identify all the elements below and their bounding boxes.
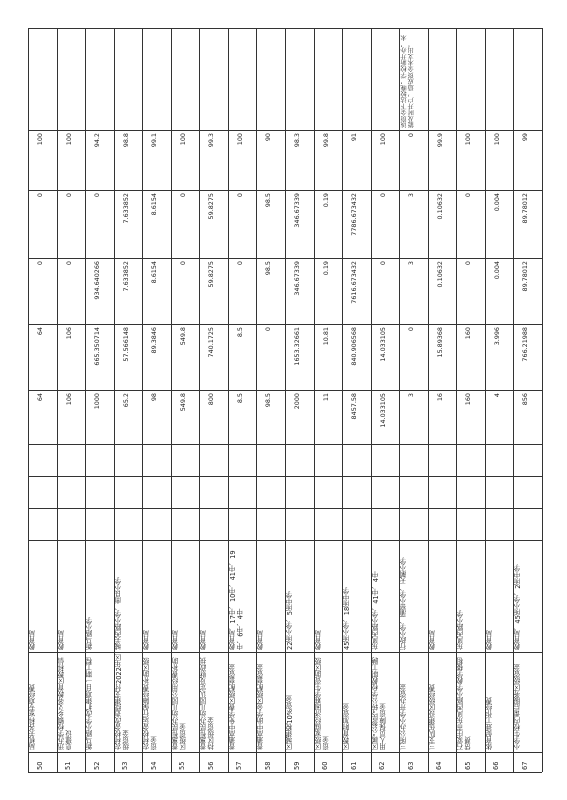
cell-c1: 106 — [64, 393, 73, 406]
cell-c2: 766.21988 — [521, 327, 530, 362]
cell-dept: 22所小学、5所中学 — [286, 591, 294, 650]
cell-name: 普惠性民办幼儿园认定及财政扶持区级资金 — [200, 657, 216, 750]
cell-c3: 3 — [407, 261, 416, 266]
cell-c2: 15.89368 — [435, 327, 444, 358]
cell-c4: 89.78012 — [521, 193, 530, 224]
cell-dept: 东风西路小学、41中、4中 — [371, 571, 380, 650]
cell-c4: 0 — [235, 193, 244, 198]
cell-dept: 教育局 — [314, 630, 323, 650]
cell-c4: 0 — [378, 193, 387, 198]
cell-name: 农村校舍改造续建支付2022年区级资金 — [114, 654, 131, 750]
cell-dept: 教育局、17中、10中、41中、19中、6中、4中 — [228, 550, 245, 650]
cell-c4: 0 — [64, 193, 73, 198]
cell-c2: 14.033105 — [378, 327, 387, 362]
table-row-border — [542, 28, 543, 772]
cell-no: 65 — [463, 761, 472, 770]
cell-c4: 0 — [35, 193, 44, 198]
cell-c4: 8.6154 — [150, 193, 159, 216]
cell-name: 区级家庭经济困难学生资助区级资金 — [314, 657, 331, 750]
cell-no: 50 — [35, 761, 44, 770]
cell-c3: 346.67339 — [292, 261, 301, 296]
cell-c4: 346.67339 — [292, 193, 301, 228]
cell-note: 该资金下达较晚，学校新开办，未能及时开户，造成资金未支出。 — [401, 35, 416, 128]
cell-c5: 100 — [64, 133, 73, 146]
cell-name: 石家庄市东风西路小学教学楼租赁费 — [457, 657, 473, 750]
cell-dept: 东风西路小学 — [457, 610, 466, 650]
cell-dept: 城关西路小学、南良小学 — [114, 577, 123, 650]
cell-no: 55 — [178, 761, 187, 770]
cell-c4: 0.10632 — [435, 193, 444, 220]
table-column-border — [28, 772, 542, 773]
cell-name: 区属“公参民”转公学校教职工聘用人员保障资金 — [371, 657, 388, 750]
cell-c2: 740.1725 — [207, 327, 216, 358]
cell-c1: 856 — [521, 393, 530, 406]
cell-no: 59 — [292, 761, 301, 770]
cell-c5: 99.3 — [207, 133, 216, 148]
cell-c5: 91 — [350, 133, 359, 142]
cell-c2: 64 — [35, 327, 44, 336]
cell-c5: 99.9 — [435, 133, 444, 148]
table-row-border — [228, 28, 229, 772]
cell-name: 农村校舍运行保障经费补助区级资金 — [143, 657, 159, 750]
cell-dept: 教育局 — [257, 630, 266, 650]
cell-c5: 99 — [521, 133, 530, 142]
cell-no: 61 — [349, 761, 358, 770]
cell-dept: 教育局 — [143, 630, 152, 650]
cell-c5: 100 — [35, 133, 44, 146]
cell-dept: 教育局 — [200, 630, 209, 650]
cell-c1: 98.5 — [264, 393, 273, 408]
cell-c5: 90 — [264, 133, 273, 142]
cell-c4: 0 — [93, 193, 102, 198]
cell-no: 67 — [521, 761, 529, 770]
cell-c5: 0 — [407, 133, 416, 138]
cell-c5: 100 — [378, 133, 387, 146]
cell-c4: 0.19 — [321, 193, 330, 208]
cell-dept: 行政小学、蒲窑小学、天鹅小学 — [400, 557, 409, 650]
cell-dept: 教育局 — [29, 630, 37, 650]
cell-c2: 549.8 — [178, 327, 187, 346]
cell-name: 普惠性民办幼儿园公用经费补助区级资金 — [171, 657, 188, 750]
cell-c1: 65.2 — [121, 393, 130, 408]
cell-c5: 100 — [464, 133, 473, 146]
cell-dept: 教育局 — [57, 630, 66, 650]
cell-no: 51 — [64, 761, 73, 770]
cell-c2: 1653.32661 — [292, 327, 301, 366]
cell-c2: 10.81 — [321, 327, 330, 346]
cell-c1: 11 — [321, 393, 330, 402]
cell-name: 普通高中免学费区级配套资金 — [228, 664, 237, 750]
cell-c5: 99.1 — [150, 133, 159, 148]
cell-c1: 14.033105 — [378, 393, 387, 428]
cell-c3: 0 — [35, 261, 44, 266]
cell-c3: 89.78012 — [521, 261, 530, 292]
cell-c2: 840.906568 — [350, 327, 359, 366]
cell-c4: 7.633852 — [121, 193, 130, 224]
cell-dept: 教育局 — [485, 630, 494, 650]
table-row-border — [342, 28, 343, 772]
cell-c5: 99.8 — [321, 133, 330, 148]
cell-c4: 98.5 — [264, 193, 273, 208]
cell-c5: 94.2 — [93, 133, 102, 148]
cell-name: 区城建税10%资金 — [286, 695, 294, 750]
cell-c3: 0 — [178, 261, 187, 266]
cell-dept: 教育局 — [171, 630, 180, 650]
cell-no: 54 — [149, 761, 158, 770]
cell-c3: 0.19 — [321, 261, 330, 276]
cell-c3: 0.004 — [492, 261, 501, 280]
cell-c1: 64 — [35, 393, 44, 402]
cell-c5: 98.8 — [121, 133, 130, 148]
cell-c2: 57.566148 — [121, 327, 130, 362]
cell-c1: 98 — [150, 393, 159, 402]
cell-c1: 800 — [207, 393, 216, 406]
cell-name: 局机关各科室专项经费 — [29, 684, 37, 750]
cell-c3: 0 — [378, 261, 387, 266]
cell-c2: 0 — [407, 327, 416, 332]
cell-c2: 8.5 — [235, 327, 244, 338]
cell-name: 普通高中助学金区级配套资金 — [257, 664, 266, 750]
cell-c3: 98.5 — [264, 261, 273, 276]
cell-c3: 0 — [464, 261, 473, 266]
cell-no: 53 — [121, 761, 130, 770]
cell-dept: 教育局 — [428, 630, 437, 650]
cell-c3: 934.640266 — [93, 261, 102, 300]
cell-c3: 7.633852 — [121, 261, 130, 292]
cell-name: 迅办学校镇乡义务教育区教科信息建设 — [57, 657, 74, 750]
cell-dept: 教育局、45所小学、2所中学 — [514, 564, 523, 650]
cell-c4: 0 — [464, 193, 473, 198]
cell-name: 区教育附加资金 — [343, 703, 352, 750]
cell-no: 62 — [378, 761, 387, 770]
cell-name: 三所公办小学开办资金 — [400, 684, 409, 750]
cell-c4: 3 — [407, 193, 416, 198]
cell-c1: 549.8 — [178, 393, 187, 412]
cell-c1: 4 — [492, 393, 501, 398]
cell-c1: 3 — [407, 393, 416, 398]
cell-no: 57 — [235, 761, 244, 770]
cell-c3: 59.8275 — [207, 261, 216, 288]
cell-c1: 1000 — [93, 393, 102, 410]
cell-no: 60 — [321, 761, 330, 770]
cell-c2: 160 — [464, 327, 473, 340]
cell-c5: 100 — [492, 133, 501, 146]
cell-c3: 7616.673432 — [350, 261, 359, 304]
cell-c1: 2000 — [292, 393, 301, 410]
cell-c3: 0 — [64, 261, 73, 266]
cell-c3: 8.6154 — [150, 261, 159, 284]
cell-name: 三支队伍建设区级经费 — [428, 684, 437, 750]
cell-no: 58 — [264, 761, 272, 770]
table-row-border — [285, 28, 286, 772]
cell-c4: 0.004 — [492, 193, 501, 212]
cell-no: 64 — [435, 761, 444, 770]
table-row-border — [428, 28, 429, 772]
table-row-border — [485, 28, 486, 772]
cell-name: 小学生校内课后服务区级资金 — [514, 664, 523, 750]
cell-c1: 8.5 — [235, 393, 244, 404]
cell-c4: 59.8275 — [207, 193, 216, 220]
cell-c4: 7786.673432 — [350, 193, 359, 236]
cell-c2: 106 — [64, 327, 73, 340]
cell-c2: 665.350714 — [93, 327, 102, 366]
cell-c2: 3.996 — [492, 327, 501, 346]
cell-name: 体育促进工作经费 — [485, 697, 494, 750]
cell-c3: 0.10632 — [435, 261, 444, 288]
cell-c5: 100 — [178, 133, 187, 146]
table-row-border — [28, 28, 29, 772]
cell-dept: 45所小学、18所中学 — [343, 587, 352, 650]
cell-no: 56 — [206, 761, 215, 770]
cell-dept: 新马路小学 — [86, 617, 95, 650]
cell-c1: 8457.58 — [350, 393, 359, 420]
cell-no: 66 — [492, 761, 501, 770]
cell-c4: 0 — [178, 193, 187, 198]
cell-c3: 0 — [235, 261, 244, 266]
cell-c1: 160 — [464, 393, 473, 406]
cell-c5: 98.3 — [292, 133, 301, 148]
cell-c2: 89.3846 — [150, 327, 159, 354]
cell-no: 63 — [406, 761, 415, 770]
cell-no: 52 — [92, 761, 101, 770]
cell-c2: 0 — [264, 327, 273, 332]
cell-c5: 100 — [235, 133, 244, 146]
cell-c1: 16 — [435, 393, 444, 402]
cell-name: 新马路小学改扩建项目一期工程 — [86, 657, 95, 750]
